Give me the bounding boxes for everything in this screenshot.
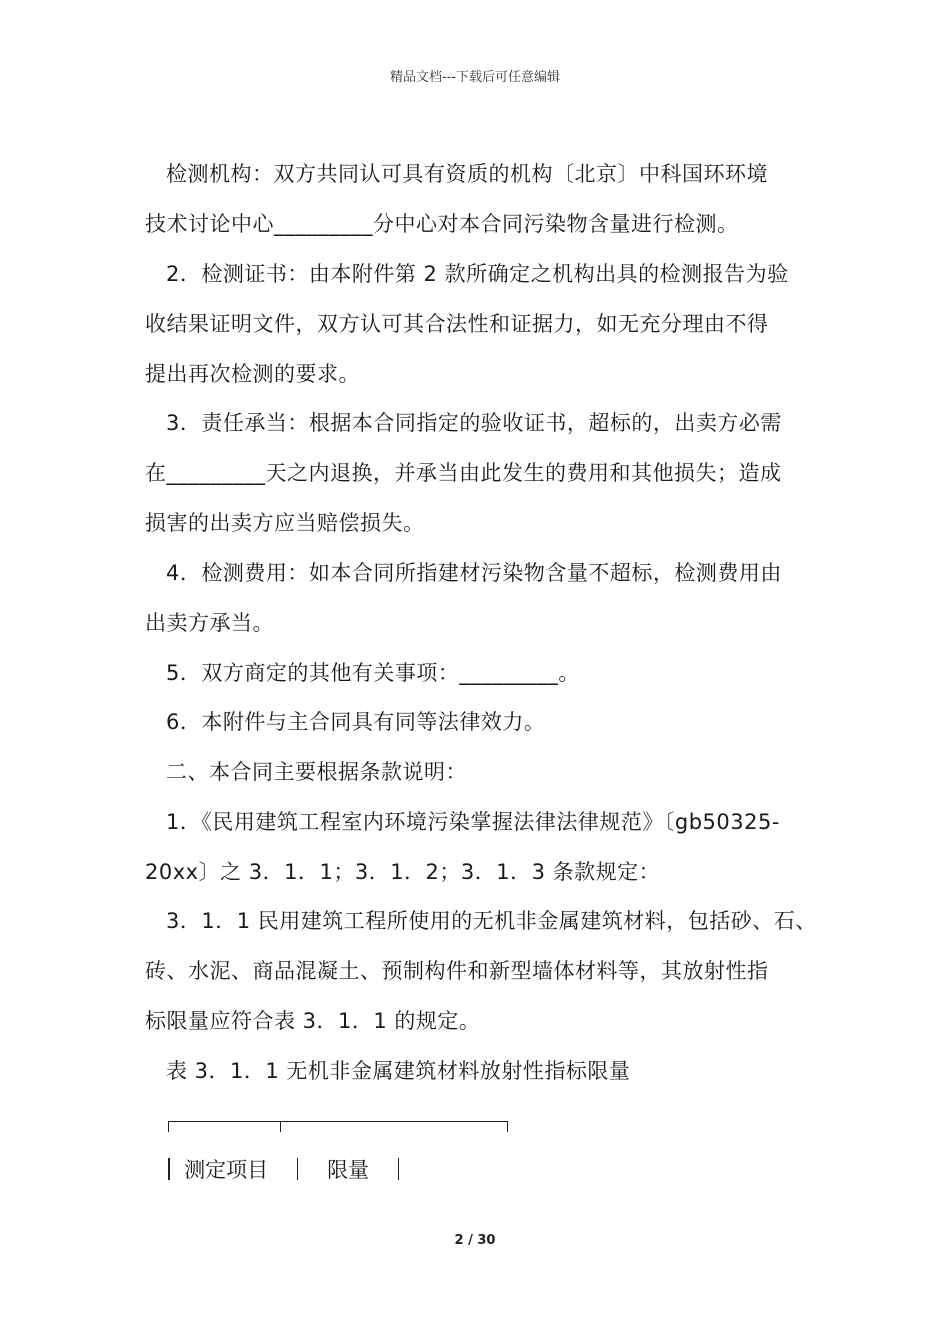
paragraph-line: 技术讨论中心_________分中心对本合同污染物含量进行检测。 bbox=[145, 212, 739, 236]
table-top-border bbox=[168, 1118, 508, 1132]
paragraph-line: 1．《民用建筑工程室内环境污染掌握法律法律规范》〔gb50325- bbox=[166, 810, 780, 834]
paragraph-line: 3．1．1 民用建筑工程所使用的无机非金属建筑材料，包括砂、石、 bbox=[166, 909, 817, 933]
paragraph-line: 在_________天之内退换，并承当由此发生的费用和其他损失；造成 bbox=[145, 461, 782, 485]
paragraph-line: 4．检测费用：如本合同所指建材污染物含量不超标，检测费用由 bbox=[166, 561, 782, 585]
section-heading: 二、本合同主要根据条款说明： bbox=[166, 760, 467, 784]
table-border bbox=[168, 1158, 170, 1180]
paragraph-line: 检测机构：双方共同认可具有资质的机构〔北京〕中科国环环境 bbox=[166, 162, 768, 186]
paragraph-line: 提出再次检测的要求。 bbox=[145, 362, 360, 386]
paragraph-line: 2．检测证书：由本附件第 2 款所确定之机构出具的检测报告为验 bbox=[166, 262, 789, 286]
page-header: 精品文档---下载后可任意编辑 bbox=[389, 70, 561, 85]
paragraph-line: 损害的出卖方应当赔偿损失。 bbox=[145, 511, 425, 535]
table-header-limit: 限量 bbox=[327, 1158, 370, 1182]
paragraph-line: 收结果证明文件，双方认可其合法性和证据力，如无充分理由不得 bbox=[145, 312, 769, 336]
paragraph-line: 出卖方承当。 bbox=[145, 611, 274, 635]
paragraph-line: 3．责任承当：根据本合同指定的验收证书，超标的，出卖方必需 bbox=[166, 411, 782, 435]
paragraph-line: 6．本附件与主合同具有同等法律效力。 bbox=[166, 710, 546, 734]
table-header-row bbox=[168, 1155, 399, 1185]
paragraph-line: 5．双方商定的其他有关事项：_________。 bbox=[166, 661, 580, 685]
paragraph-line: 标限量应符合表 3．1．1 的规定。 bbox=[145, 1009, 481, 1033]
paragraph-line: 20xx〕之 3．1．1；3．1．2；3．1．3 条款规定： bbox=[145, 860, 661, 884]
paragraph-line: 砖、水泥、商品混凝土、预制构件和新型墙体材料等，其放射性指 bbox=[145, 959, 769, 983]
table-caption: 表 3．1．1 无机非金属建筑材料放射性指标限量 bbox=[166, 1059, 631, 1083]
table-header-item: 测定项目 bbox=[184, 1158, 269, 1182]
table-border bbox=[297, 1158, 299, 1180]
page-number: 2 / 30 bbox=[454, 1233, 496, 1248]
table-border bbox=[398, 1158, 400, 1180]
